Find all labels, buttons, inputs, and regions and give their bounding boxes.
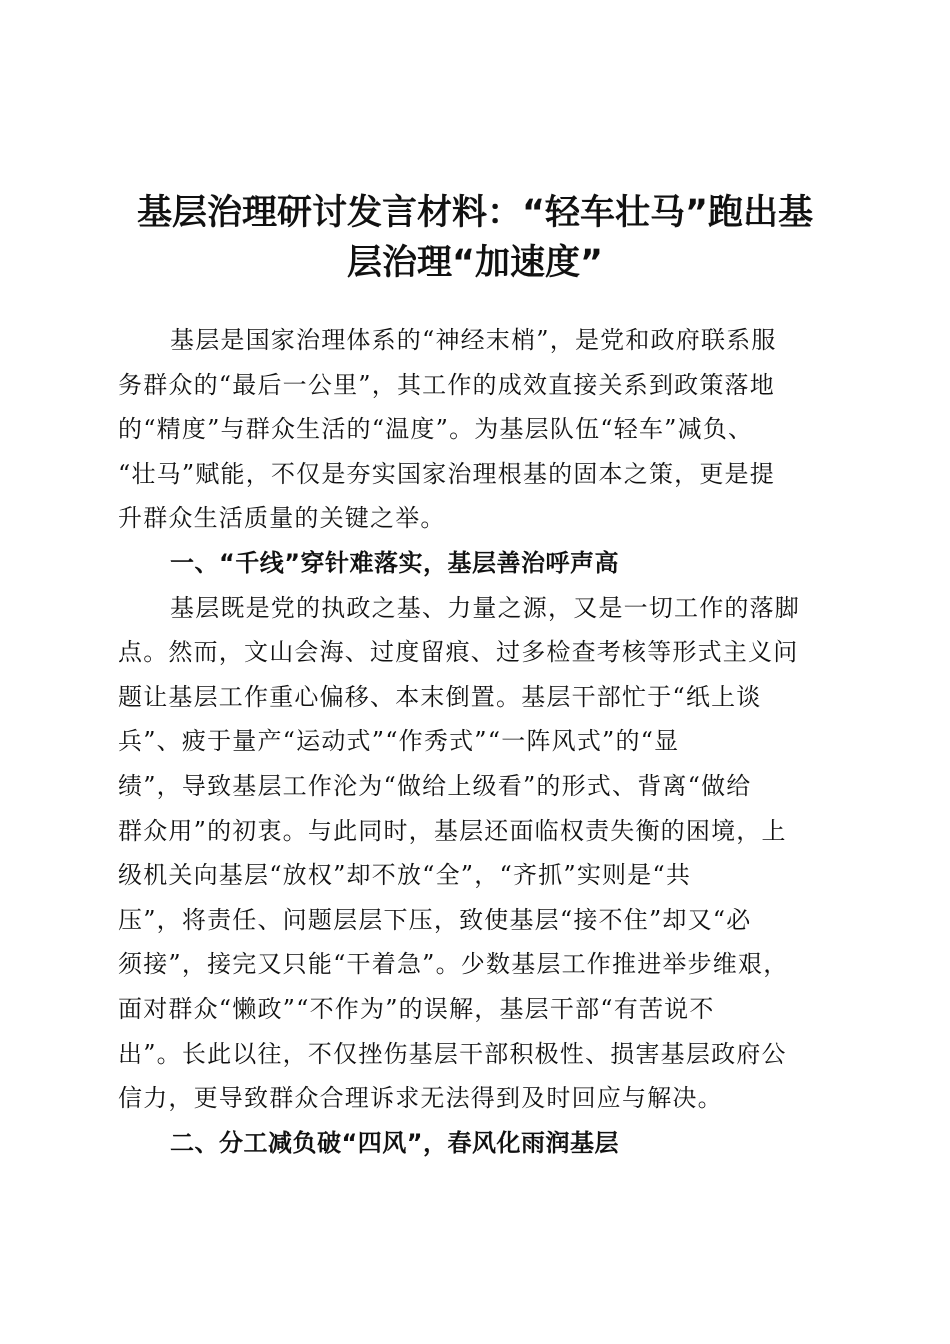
- section-1-line-9: 须接”，接完又只能“干着急”。少数基层工作推进举步维艰，: [118, 950, 789, 979]
- section-1-line-11: 出”。长此以往，不仅挫伤基层干部积极性、损害基层政府公: [118, 1039, 787, 1068]
- section-1-line-8: 压”，将责任、问题层层下压，致使基层“接不住”却又“必: [118, 905, 752, 934]
- intro-line-4: “壮马”赋能，不仅是夯实国家治理根基的固本之策，更是提: [118, 459, 775, 488]
- section-1-line-12: 信力，更导致群众合理诉求无法得到及时回应与解决。: [118, 1084, 723, 1113]
- section-1-line-4: 兵”、疲于量产“运动式”“作秀式”“一阵风式”的“显: [118, 727, 680, 756]
- section-1-paragraph: [118, 586, 830, 1121]
- title-line-1: 基层治理研讨发言材料：“轻车壮马”跑出基: [136, 193, 813, 233]
- intro-line-3: 的“精度”与群众生活的“温度”。为基层队伍“轻车”减负、: [118, 415, 754, 444]
- section-1-line-2: 点。然而，文山会海、过度留痕、过多检查考核等形式主义问: [118, 638, 799, 667]
- title-line-2: 层治理“加速度”: [346, 243, 603, 283]
- document-title: [110, 188, 840, 288]
- document-body: [118, 318, 830, 1165]
- section-1-line-3: 题让基层工作重心偏移、本末倒置。基层干部忙于“纸上谈: [118, 682, 762, 711]
- intro-line-2: 务群众的“最后一公里”，其工作的成效直接关系到政策落地: [118, 370, 775, 399]
- section-1-line-5: 绩”，导致基层工作沦为“做给上级看”的形式、背离“做给: [118, 771, 752, 800]
- section-1-line-7: 级机关向基层“放权”却不放“全”，“齐抓”实则是“共: [118, 861, 692, 890]
- intro-line-5: 升群众生活质量的关键之举。: [118, 504, 446, 533]
- intro-line-1: 基层是国家治理体系的“神经末梢”，是党和政府联系服: [170, 326, 777, 354]
- section-1-line-1: 基层既是党的执政之基、力量之源，又是一切工作的落脚: [170, 593, 800, 622]
- section-2-heading: 二、分工减负破“四风”，春风化雨润基层: [170, 1128, 620, 1157]
- section-1-line-6: 群众用”的初衷。与此同时，基层还面临权责失衡的困境，上: [118, 816, 787, 845]
- section-1-line-10: 面对群众“懒政”“不作为”的误解，基层干部“有苦说不: [118, 994, 715, 1023]
- intro-paragraph: [118, 318, 830, 541]
- section-1-heading: 一、“千线”穿针难落实，基层善治呼声高: [170, 548, 620, 577]
